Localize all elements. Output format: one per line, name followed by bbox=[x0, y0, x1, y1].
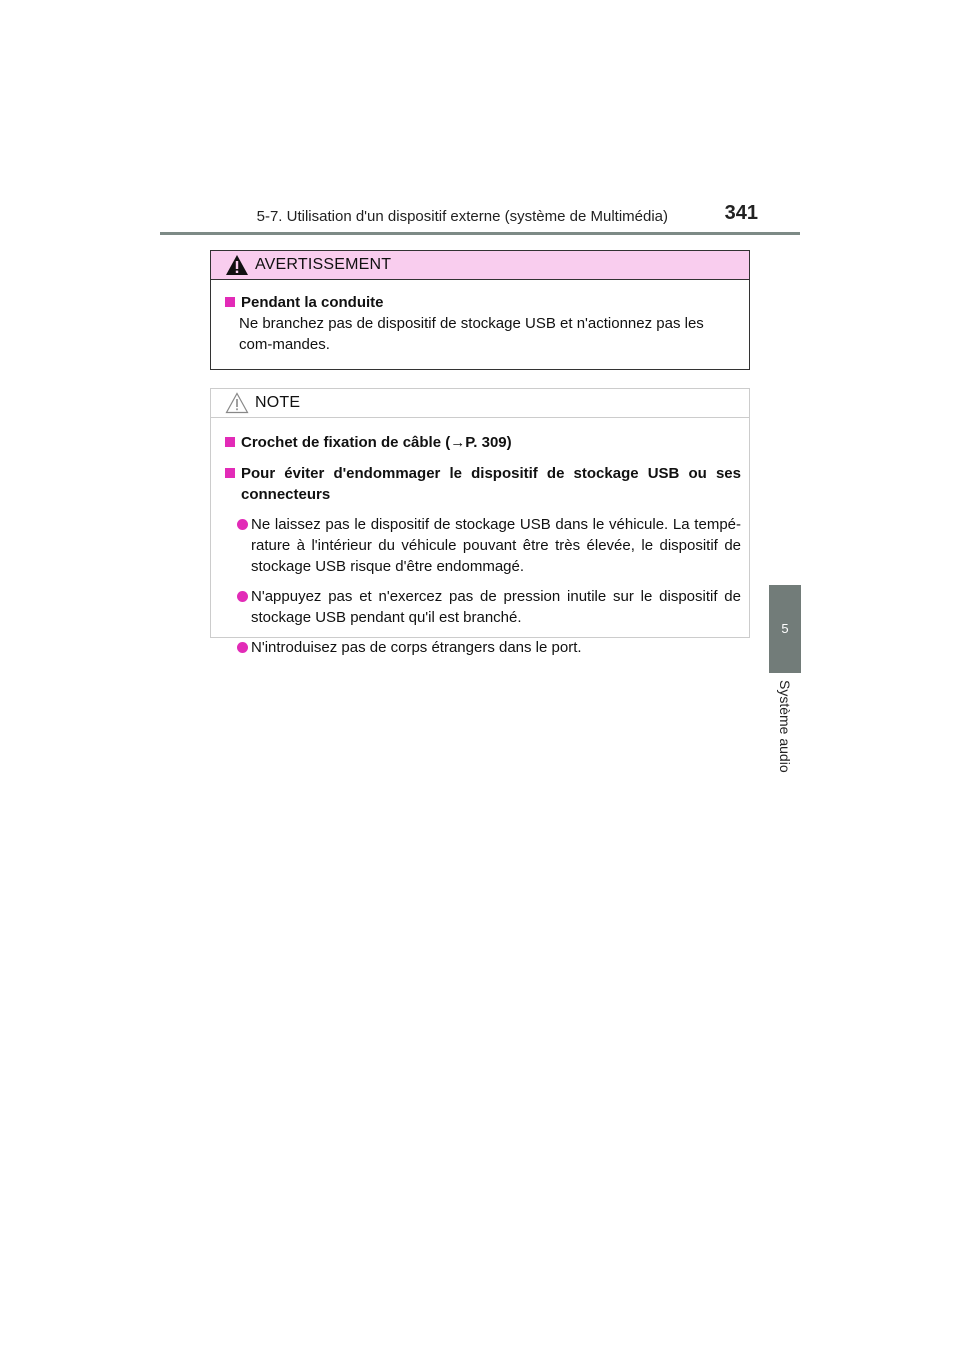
page-header bbox=[160, 198, 800, 234]
page-number: 341 bbox=[724, 202, 758, 224]
cable-hook-page-ref[interactable]: P. 309) bbox=[465, 434, 512, 451]
chapter-label: Système audio bbox=[777, 680, 793, 773]
square-bullet-icon bbox=[225, 437, 235, 447]
warning-item-title bbox=[219, 292, 741, 313]
list-item bbox=[219, 586, 741, 628]
list-item-text: N'introduisez pas de corps étrangers dans le port. bbox=[251, 639, 582, 656]
warning-box bbox=[210, 250, 750, 370]
warning-item-title-text: Pendant la conduite bbox=[241, 294, 384, 311]
list-item-text: N'appuyez pas et n'exercez pas de pression inutile sur le dispositif de stockage USB pendant qu'il est branché. bbox=[251, 588, 741, 626]
note-item-cable-hook bbox=[219, 432, 741, 453]
caution-triangle-icon bbox=[225, 392, 249, 414]
round-bullet-icon bbox=[237, 642, 248, 653]
list-item bbox=[219, 514, 741, 577]
chapter-tab bbox=[769, 585, 801, 673]
header-rule bbox=[160, 232, 800, 235]
note-content bbox=[211, 418, 749, 658]
list-item bbox=[219, 637, 741, 658]
arrow-right-icon: → bbox=[450, 434, 466, 451]
note-title: NOTE bbox=[255, 394, 301, 411]
usb-protection-title: Pour éviter d'endommager le dispositif de stockage USB ou ses connecteurs bbox=[241, 465, 741, 503]
square-bullet-icon bbox=[225, 297, 235, 307]
cable-hook-title: Crochet de fixation de câble ( bbox=[241, 434, 451, 451]
list-item-text: Ne laissez pas le dispositif de stockage USB dans le véhicule. La tempé-rature à l'intérieur du véhicule pouvant être très élevée, le dispositif de stockage USB risque d'être endommagé. bbox=[251, 516, 741, 575]
warning-title: AVERTISSEMENT bbox=[255, 256, 392, 273]
note-item-usb-protection bbox=[219, 463, 741, 505]
warning-item-text: Ne branchez pas de dispositif de stockage USB et n'actionnez pas les com-mandes. bbox=[239, 315, 704, 353]
square-bullet-icon bbox=[225, 468, 235, 478]
note-box bbox=[210, 388, 750, 656]
warning-content bbox=[211, 280, 749, 355]
note-header bbox=[211, 389, 749, 418]
warning-header bbox=[211, 251, 749, 280]
round-bullet-icon bbox=[237, 519, 248, 530]
warning-triangle-icon bbox=[225, 254, 249, 276]
chapter-number: 5 bbox=[781, 621, 789, 636]
round-bullet-icon bbox=[237, 591, 248, 602]
section-title: 5-7. Utilisation d'un dispositif externe (système de Multimédia) bbox=[256, 208, 668, 225]
